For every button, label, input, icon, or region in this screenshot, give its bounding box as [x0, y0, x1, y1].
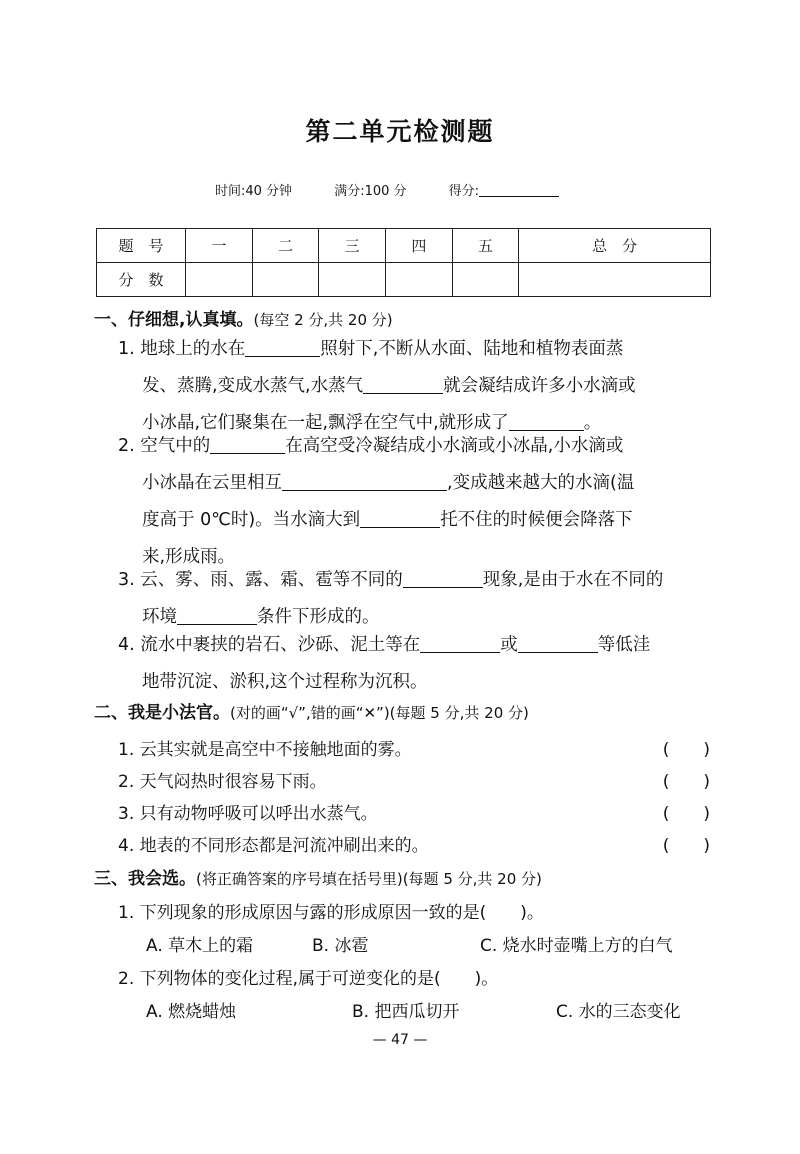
answer-blank[interactable]: [360, 509, 440, 528]
question-1-1: [118, 331, 718, 442]
answer-blank[interactable]: [363, 375, 443, 394]
choice-option-b[interactable]: B. 把西瓜切开: [352, 1002, 460, 1022]
section2-heading: 二、我是小法官。: [94, 703, 230, 723]
table-header-cell: 一: [186, 229, 253, 263]
table-score-row: [97, 263, 711, 297]
table-header-cell: 四: [386, 229, 453, 263]
q-text: 。: [583, 413, 602, 433]
q-text: 现象,是由于水在不同的: [482, 570, 664, 590]
q-text: 就会凝结成许多小水滴或: [443, 376, 636, 396]
q-text: 环境: [142, 607, 177, 627]
q-text: 条件下形成的。: [257, 607, 380, 627]
answer-blank[interactable]: [282, 472, 447, 491]
section1-heading: 一、仔细想,认真填。: [94, 310, 254, 330]
score-table: [96, 228, 711, 297]
q-text: 或: [500, 635, 518, 655]
answer-blank[interactable]: [403, 569, 483, 588]
score-cell[interactable]: [319, 263, 386, 297]
q-text: 1. 地球上的水在: [118, 339, 246, 359]
section1-note: (每空 2 分,共 20 分): [253, 311, 393, 329]
question-1-4: [118, 627, 718, 701]
tf-statement: 4. 地表的不同形态都是河流冲刷出来的。: [118, 836, 429, 856]
table-header-cell: 二: [252, 229, 319, 263]
score-label: 得分:: [448, 184, 480, 199]
score-cell[interactable]: [252, 263, 319, 297]
score-cell[interactable]: [186, 263, 253, 297]
section3-title: [94, 864, 542, 889]
score-row-label: 分 数: [97, 263, 186, 297]
q-text: 小冰晶,它们聚集在一起,飘浮在空气中,就形成了: [142, 413, 509, 433]
full-score-label: 满分:100 分: [334, 184, 407, 199]
question-1-3: [118, 562, 718, 636]
tf-statement: 1. 云其实就是高空中不接触地面的雾。: [118, 740, 412, 760]
score-cell[interactable]: [519, 263, 711, 297]
score-blank[interactable]: [479, 183, 559, 197]
q-text: 2. 空气中的: [118, 436, 211, 456]
choice-option-a[interactable]: A. 草木上的霜: [146, 936, 254, 956]
section3-heading: 三、我会选。: [94, 869, 196, 889]
q-text: 来,形成雨。: [142, 547, 236, 567]
q-text: 托不住的时候便会降落下: [440, 510, 633, 530]
answer-parentheses[interactable]: ( ): [662, 740, 710, 760]
section2-note: (对的画“√”,错的画“✕”)(每题 5 分,共 20 分): [230, 704, 529, 722]
choice-question-stem: 2. 下列物体的变化过程,属于可逆变化的是( )。: [118, 969, 499, 989]
answer-blank[interactable]: [518, 634, 598, 653]
q-text: ,变成越来越大的水滴(温: [447, 473, 635, 493]
tf-statement: 3. 只有动物呼吸可以呼出水蒸气。: [118, 804, 378, 824]
answer-parentheses[interactable]: ( ): [662, 772, 710, 792]
q-text: 等低洼: [597, 635, 651, 655]
table-header-cell: 总 分: [519, 229, 711, 263]
score-cell[interactable]: [386, 263, 453, 297]
q-text: 度高于 0℃时)。当水滴大到: [142, 510, 361, 530]
q-text: 照射下,不断从水面、陆地和植物表面蒸: [320, 339, 624, 359]
answer-blank[interactable]: [420, 634, 500, 653]
choice-option-c[interactable]: C. 烧水时壶嘴上方的白气: [480, 936, 673, 956]
exam-info: [215, 180, 597, 199]
q-text: 小冰晶在云里相互: [142, 473, 282, 493]
answer-blank[interactable]: [210, 435, 285, 454]
table-header-cell: 题 号: [97, 229, 186, 263]
page-title: 第二单元检测题: [305, 117, 495, 146]
choice-option-c[interactable]: C. 水的三态变化: [556, 1002, 681, 1022]
page-number: — 47 —: [372, 1032, 428, 1048]
section2-title: [94, 698, 529, 723]
table-header-cell: 三: [319, 229, 386, 263]
q-text: 4. 流水中裹挟的岩石、沙砾、泥土等在: [118, 635, 421, 655]
score-field[interactable]: [449, 180, 559, 199]
tf-statement: 2. 天气闷热时很容易下雨。: [118, 772, 327, 792]
score-cell[interactable]: [452, 263, 519, 297]
tf-item: [118, 831, 710, 856]
q-text: 发、蒸腾,变成水蒸气,水蒸气: [142, 376, 364, 396]
answer-parentheses[interactable]: ( ): [662, 836, 710, 856]
time-label: 时间:40 分钟: [215, 184, 293, 199]
q-text: 3. 云、雾、雨、露、霜、雹等不同的: [118, 570, 403, 590]
choice-question-stem: 1. 下列现象的形成原因与露的形成原因一致的是( )。: [118, 903, 544, 923]
tf-item: [118, 799, 710, 824]
answer-parentheses[interactable]: ( ): [662, 804, 710, 824]
tf-item: [118, 767, 710, 792]
choice-option-a[interactable]: A. 燃烧蜡烛: [146, 1002, 237, 1022]
answer-blank[interactable]: [177, 606, 257, 625]
q-text: 地带沉淀、淤积,这个过程称为沉积。: [142, 672, 428, 692]
q-text: 在高空受冷凝结成小水滴或小冰晶,小水滴或: [285, 436, 624, 456]
section1-title: [94, 305, 393, 330]
answer-blank[interactable]: [245, 338, 320, 357]
choice-option-b[interactable]: B. 冰雹: [312, 936, 369, 956]
question-1-2: [118, 428, 718, 576]
table-header-row: [97, 229, 711, 263]
tf-item: [118, 735, 710, 760]
section3-note: (将正确答案的序号填在括号里)(每题 5 分,共 20 分): [196, 870, 542, 888]
table-header-cell: 五: [452, 229, 519, 263]
